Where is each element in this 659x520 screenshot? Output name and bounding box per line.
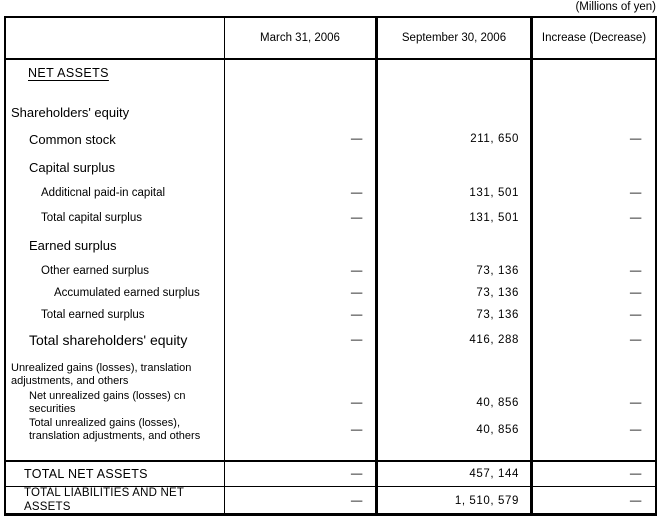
increase-decrease-value xyxy=(533,60,655,85)
row-shareholders-equity xyxy=(6,99,655,125)
march-value: — xyxy=(224,304,375,326)
row-label-line: Accumulated earned surplus xyxy=(54,287,200,299)
row-label xyxy=(6,125,224,153)
september-value: 73, 136 xyxy=(375,304,533,326)
september-value: 457, 144 xyxy=(375,462,533,486)
september-value xyxy=(375,353,533,361)
increase-decrease-value: — xyxy=(629,309,642,321)
row-label xyxy=(6,304,224,326)
increase-decrease-value xyxy=(533,99,655,125)
row-label xyxy=(6,361,224,389)
row-label-line: securities xyxy=(29,402,76,415)
row-label xyxy=(6,259,224,282)
increase-decrease-value xyxy=(533,85,655,99)
increase-decrease-value: — xyxy=(629,212,642,224)
header-increase-decrease: Increase (Decrease) xyxy=(541,32,647,44)
row-label-line: Other earned surplus xyxy=(41,264,150,277)
september-value xyxy=(375,231,533,259)
september-value: 40, 856 xyxy=(375,416,533,444)
row-label xyxy=(6,282,224,304)
increase-decrease-value xyxy=(533,361,655,389)
row-label-line: Capital surplus xyxy=(29,159,115,175)
row-label xyxy=(6,462,224,486)
march-value xyxy=(224,85,375,99)
march-value: — xyxy=(224,326,375,353)
row-label-line: Total earned surplus xyxy=(41,309,145,321)
september-value: 73, 136 xyxy=(375,282,533,304)
row-label xyxy=(6,99,224,125)
september-value: 73, 136 xyxy=(375,259,533,282)
net-assets-table xyxy=(4,16,657,516)
header-march-31-2006: March 31, 2006 xyxy=(224,18,375,58)
september-value xyxy=(375,444,533,460)
row-label xyxy=(6,389,224,416)
march-value xyxy=(224,231,375,259)
header-september-30-2006: September 30, 2006 xyxy=(375,18,533,58)
march-value: — xyxy=(224,416,375,444)
row-label-line: ASSETS xyxy=(24,500,71,513)
row-label-line: adjustments, and others xyxy=(11,375,129,387)
row-other-earned-surplus xyxy=(6,259,655,282)
september-value: 1, 510, 579 xyxy=(375,487,533,514)
row-total-earned-surplus xyxy=(6,304,655,326)
row-label-line: translation adjustments, and others xyxy=(29,430,201,442)
september-value: 131, 501 xyxy=(375,181,533,205)
increase-decrease-value: — xyxy=(629,333,642,346)
march-value: — xyxy=(224,205,375,231)
row-label-line: Total unrealized gains (losses), xyxy=(29,417,181,429)
header-item-column xyxy=(6,18,224,58)
row-label-line: Common stock xyxy=(29,131,116,147)
march-value xyxy=(224,153,375,181)
september-value: 40, 856 xyxy=(375,389,533,416)
row-label xyxy=(6,205,224,231)
row-label-line: TOTAL NET ASSETS xyxy=(24,467,148,481)
row-label xyxy=(6,416,224,444)
increase-decrease-value: — xyxy=(629,187,642,199)
march-value xyxy=(224,361,375,389)
row-label xyxy=(6,444,224,460)
march-value xyxy=(224,353,375,361)
row-unrealized-gains-heading xyxy=(6,361,655,389)
row-label xyxy=(6,487,224,514)
increase-decrease-value: — xyxy=(629,287,642,299)
september-value xyxy=(375,60,533,85)
march-value: — xyxy=(224,282,375,304)
march-value xyxy=(224,444,375,460)
increase-decrease-value: — xyxy=(629,264,642,277)
row-additional-paid-in-capital xyxy=(6,181,655,205)
increase-decrease-value: — xyxy=(629,133,642,145)
spacer-row xyxy=(6,353,655,361)
spacer-row xyxy=(6,85,655,99)
row-label-line: Net unrealized gains (losses) cn xyxy=(29,389,186,402)
row-label-line: Shareholders' equity xyxy=(11,104,130,120)
row-net-assets xyxy=(6,60,655,85)
row-accumulated-earned-surplus xyxy=(6,282,655,304)
march-value: — xyxy=(224,259,375,282)
row-label xyxy=(6,85,224,99)
row-total-liabilities-and-net-assets xyxy=(6,486,655,513)
row-total-capital-surplus xyxy=(6,205,655,231)
september-value: 211, 650 xyxy=(375,125,533,153)
increase-decrease-value xyxy=(533,444,655,460)
increase-decrease-value xyxy=(533,231,655,259)
row-label-line: Earned surplus xyxy=(29,237,117,253)
row-label xyxy=(6,353,224,361)
september-value xyxy=(375,85,533,99)
row-total-unrealized-gains xyxy=(6,416,655,444)
march-value: — xyxy=(224,125,375,153)
march-value: — xyxy=(224,389,375,416)
increase-decrease-value: — xyxy=(629,494,642,507)
increase-decrease-value: — xyxy=(629,468,642,480)
row-label xyxy=(6,181,224,205)
table-header-row xyxy=(6,18,655,60)
row-label-line: TOTAL LIABILITIES AND NET xyxy=(24,487,185,499)
row-label xyxy=(6,153,224,181)
row-net-unrealized-gains-securities xyxy=(6,389,655,416)
increase-decrease-value xyxy=(533,353,655,361)
row-common-stock xyxy=(6,125,655,153)
september-value xyxy=(375,361,533,389)
march-value: — xyxy=(224,487,375,514)
september-value xyxy=(375,153,533,181)
september-value: 416, 288 xyxy=(375,326,533,353)
spacer-row xyxy=(6,444,655,460)
row-earned-surplus xyxy=(6,231,655,259)
row-label-line: Additicnal paid-in capital xyxy=(41,187,166,199)
march-value xyxy=(224,99,375,125)
row-label-line: Total shareholders' equity xyxy=(29,331,188,348)
table-body xyxy=(6,60,655,513)
row-label-line: Unrealized gains (losses), translation xyxy=(11,362,192,374)
march-value xyxy=(224,60,375,85)
increase-decrease-value: — xyxy=(629,396,642,409)
march-value: — xyxy=(224,462,375,486)
row-label xyxy=(6,231,224,259)
march-value: — xyxy=(224,181,375,205)
row-label xyxy=(6,60,224,85)
row-label-line: NET ASSETS xyxy=(28,65,109,80)
row-label xyxy=(6,326,224,353)
unit-label: (Millions of yen) xyxy=(575,1,656,13)
increase-decrease-value xyxy=(533,153,655,181)
row-capital-surplus xyxy=(6,153,655,181)
increase-decrease-value: — xyxy=(629,424,642,436)
row-label-line: Total capital surplus xyxy=(41,212,142,224)
september-value: 131, 501 xyxy=(375,205,533,231)
row-total-net-assets xyxy=(6,460,655,486)
row-total-shareholders-equity xyxy=(6,326,655,353)
september-value xyxy=(375,99,533,125)
